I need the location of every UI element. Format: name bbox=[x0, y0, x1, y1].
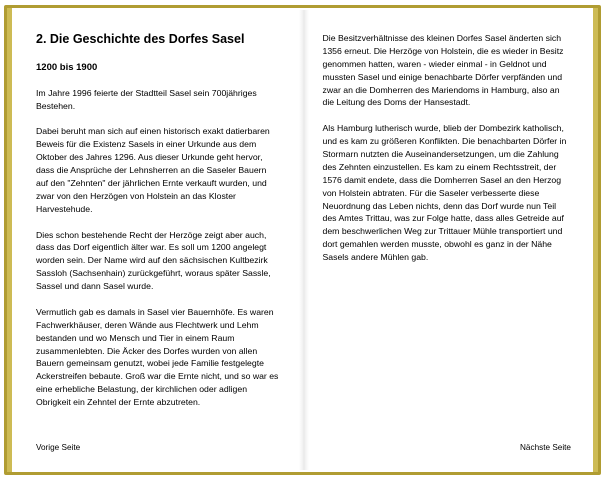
left-page bbox=[12, 12, 303, 468]
paragraph: Die Besitzverhältnisse des kleinen Dorfes Sasel änderten sich 1356 erneut. Die Herzöge von Holstein, die es wieder in Besitz genommen hatten, waren - wieder einmal - in Geldnot und mussten Sasel und einige benachbarte Dörfer verpfänden und zwar an die Domherren des Mariendoms in Hamburg, also an die Leitung des Doms der Hansestadt. bbox=[322, 33, 564, 108]
paragraph: Vermutlich gab es damals in Sasel vier Bauernhöfe. Es waren Fachwerkhäuser, deren Wände aus Flechtwerk und Lehm bestanden und wo Mensch und Tier in einem Raum zusammenlebten. Die Äcker des Dorfes wurden von allen Bauern gemeinsam genutzt, wobei jede Familie festgelegte Ackerstreifen bebaute. Groß war die Ernte nicht, und so war es eine erhebliche Belastung, der kirchlichen oder adligen Obrigkeit ein Zehntel der Ernte abzutreten. bbox=[36, 306, 279, 407]
period-subtitle: 1200 bis 1900 bbox=[36, 61, 98, 73]
chapter-title: 2. Die Geschichte des Dorfes Sasel bbox=[36, 32, 245, 46]
paragraph: Dabei beruht man sich auf einen historisch exakt datierbaren Beweis für die Existenz Sasels in einer Urkunde aus dem Oktober des Jahres 1296. Aus dieser Urkunde geht hervor, dass die Ansprüche der Lehnsherren an die Saseler Bauern auf den "Zehnten" der jährlichen Ernte verkauft wurden, und zwar von den Herzögen von Holstein an das Kloster Harvestehude. bbox=[36, 126, 270, 214]
book-pages bbox=[12, 12, 593, 468]
paragraph: Im Jahre 1996 feierte der Stadtteil Sasel sein 700jähriges Bestehen. bbox=[36, 87, 257, 111]
right-page bbox=[303, 12, 594, 468]
paragraph: Dies schon bestehende Recht der Herzöge zeigt aber auch, dass das Dorf eigentlich älter war. Es soll um 1200 angelegt worden sein. Der Name wird auf den sächsischen Kultbezirk Sassloh (Sachsenhain) zurückgeführt, woraus später Sassle, Sassel und dann Sasel wurde. bbox=[36, 229, 271, 291]
paragraph: Als Hamburg lutherisch wurde, blieb der Dombezirk katholisch, und es kam zu größeren Konflikten. Die benachbarten Dörfer in Stormarn nutzten die Auseinandersetzungen, um die Zahlung des Zehnten einzustellen. Es kam zu einem Rechtsstreit, der 1576 damit endete, dass die Domherren Sasel an den Herzog von Holstein abtraten. Für die Saseler verbesserte diese Neuordnung das Leben nichts, denn das Dorf wurde nun Teil des Amtes Trittau, was zur Folge hatte, dass alles Getreide auf dem beschwerlichen Weg zur Trittauer Mühle transportiert und dort gemahlen werden musste, obwohl es ganz in der Nähe Sasels andere Mühlen gab. bbox=[322, 123, 567, 262]
next-page-link[interactable]: Nächste Seite bbox=[520, 443, 571, 452]
previous-page-link[interactable]: Vorige Seite bbox=[36, 443, 81, 452]
